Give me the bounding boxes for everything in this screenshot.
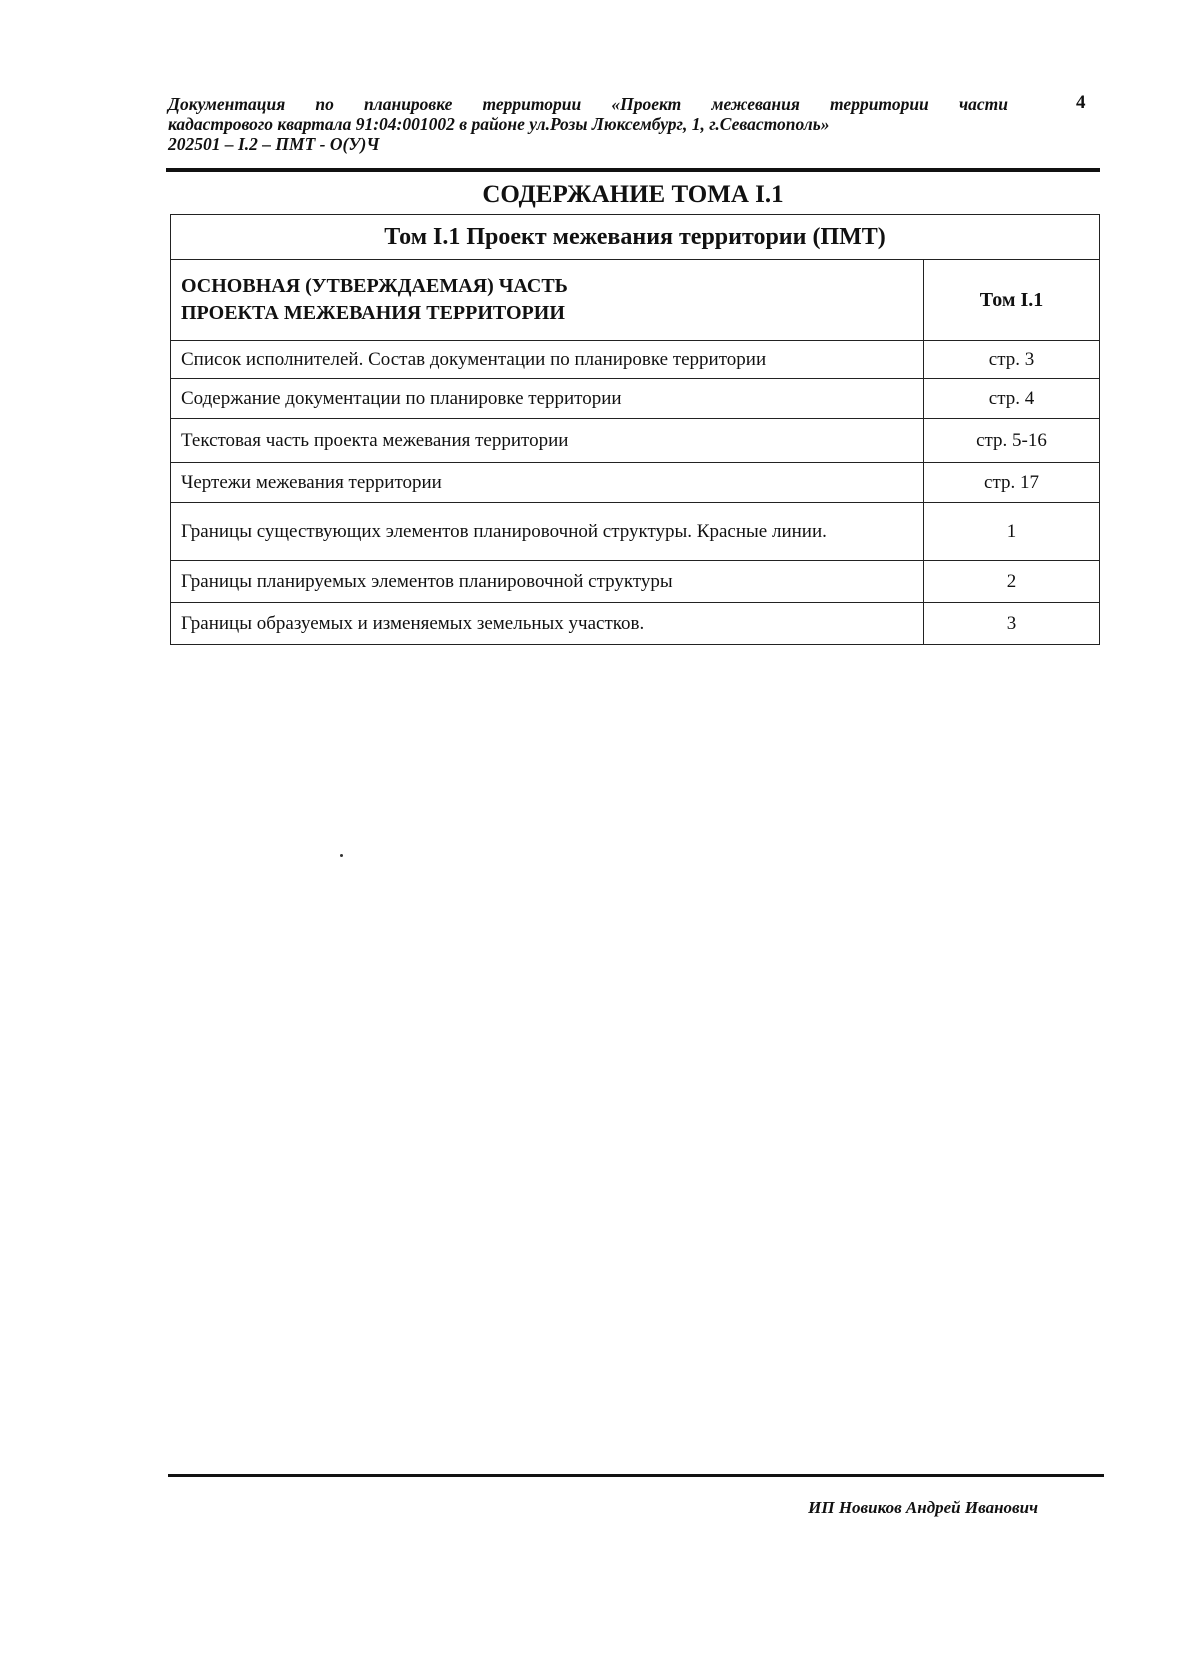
row-label: Содержание документации по планировке территории: [171, 379, 924, 419]
header-line-1: Документация по планировке территории «Проект межевания территории части: [168, 94, 1008, 114]
section-heading-ref: Том I.1: [924, 260, 1100, 341]
table-row: [171, 419, 1100, 463]
table-row: [171, 379, 1100, 419]
footer-divider: [168, 1474, 1104, 1477]
row-ref: стр. 5-16: [924, 419, 1100, 463]
table-row: [171, 603, 1100, 645]
row-ref: 2: [924, 561, 1100, 603]
row-label: Список исполнителей. Состав документации по планировке территории: [171, 341, 924, 379]
section-heading: [171, 260, 924, 341]
section-heading-line-1: ОСНОВНАЯ (УТВЕРЖДАЕМАЯ) ЧАСТЬ: [181, 275, 568, 297]
document-header: [168, 94, 1008, 154]
row-label: Чертежи межевания территории: [171, 463, 924, 503]
table-row: [171, 341, 1100, 379]
header-line-3: 202501 – I.2 – ПМТ - О(У)Ч: [168, 134, 380, 154]
row-ref: 1: [924, 503, 1100, 561]
table-row: [171, 503, 1100, 561]
row-ref: 3: [924, 603, 1100, 645]
volume-heading-row: [171, 215, 1100, 260]
header-line-2: кадастрового квартала 91:04:001002 в районе ул.Розы Люксембург, 1, г.Севастополь»: [168, 114, 830, 134]
scan-speck: [340, 854, 343, 857]
row-ref: стр. 4: [924, 379, 1100, 419]
row-label: Текстовая часть проекта межевания территории: [171, 419, 924, 463]
footer-author: ИП Новиков Андрей Иванович: [808, 1498, 1038, 1517]
row-label: Границы образуемых и изменяемых земельных участков.: [171, 603, 924, 645]
volume-heading: Том I.1 Проект межевания территории (ПМТ): [171, 215, 1100, 260]
row-ref: стр. 17: [924, 463, 1100, 503]
page-number: 4: [1076, 92, 1086, 113]
table-row: [171, 561, 1100, 603]
contents-table: [170, 214, 1100, 645]
section-heading-row: [171, 260, 1100, 341]
row-ref: стр. 3: [924, 341, 1100, 379]
header-divider: [166, 168, 1100, 172]
page-title: СОДЕРЖАНИЕ ТОМА I.1: [482, 181, 784, 208]
table-row: [171, 463, 1100, 503]
row-label: Границы планируемых элементов планировочной структуры: [171, 561, 924, 603]
row-label: Границы существующих элементов планировочной структуры. Красные линии.: [171, 503, 924, 561]
section-heading-line-2: ПРОЕКТА МЕЖЕВАНИЯ ТЕРРИТОРИИ: [181, 302, 565, 324]
